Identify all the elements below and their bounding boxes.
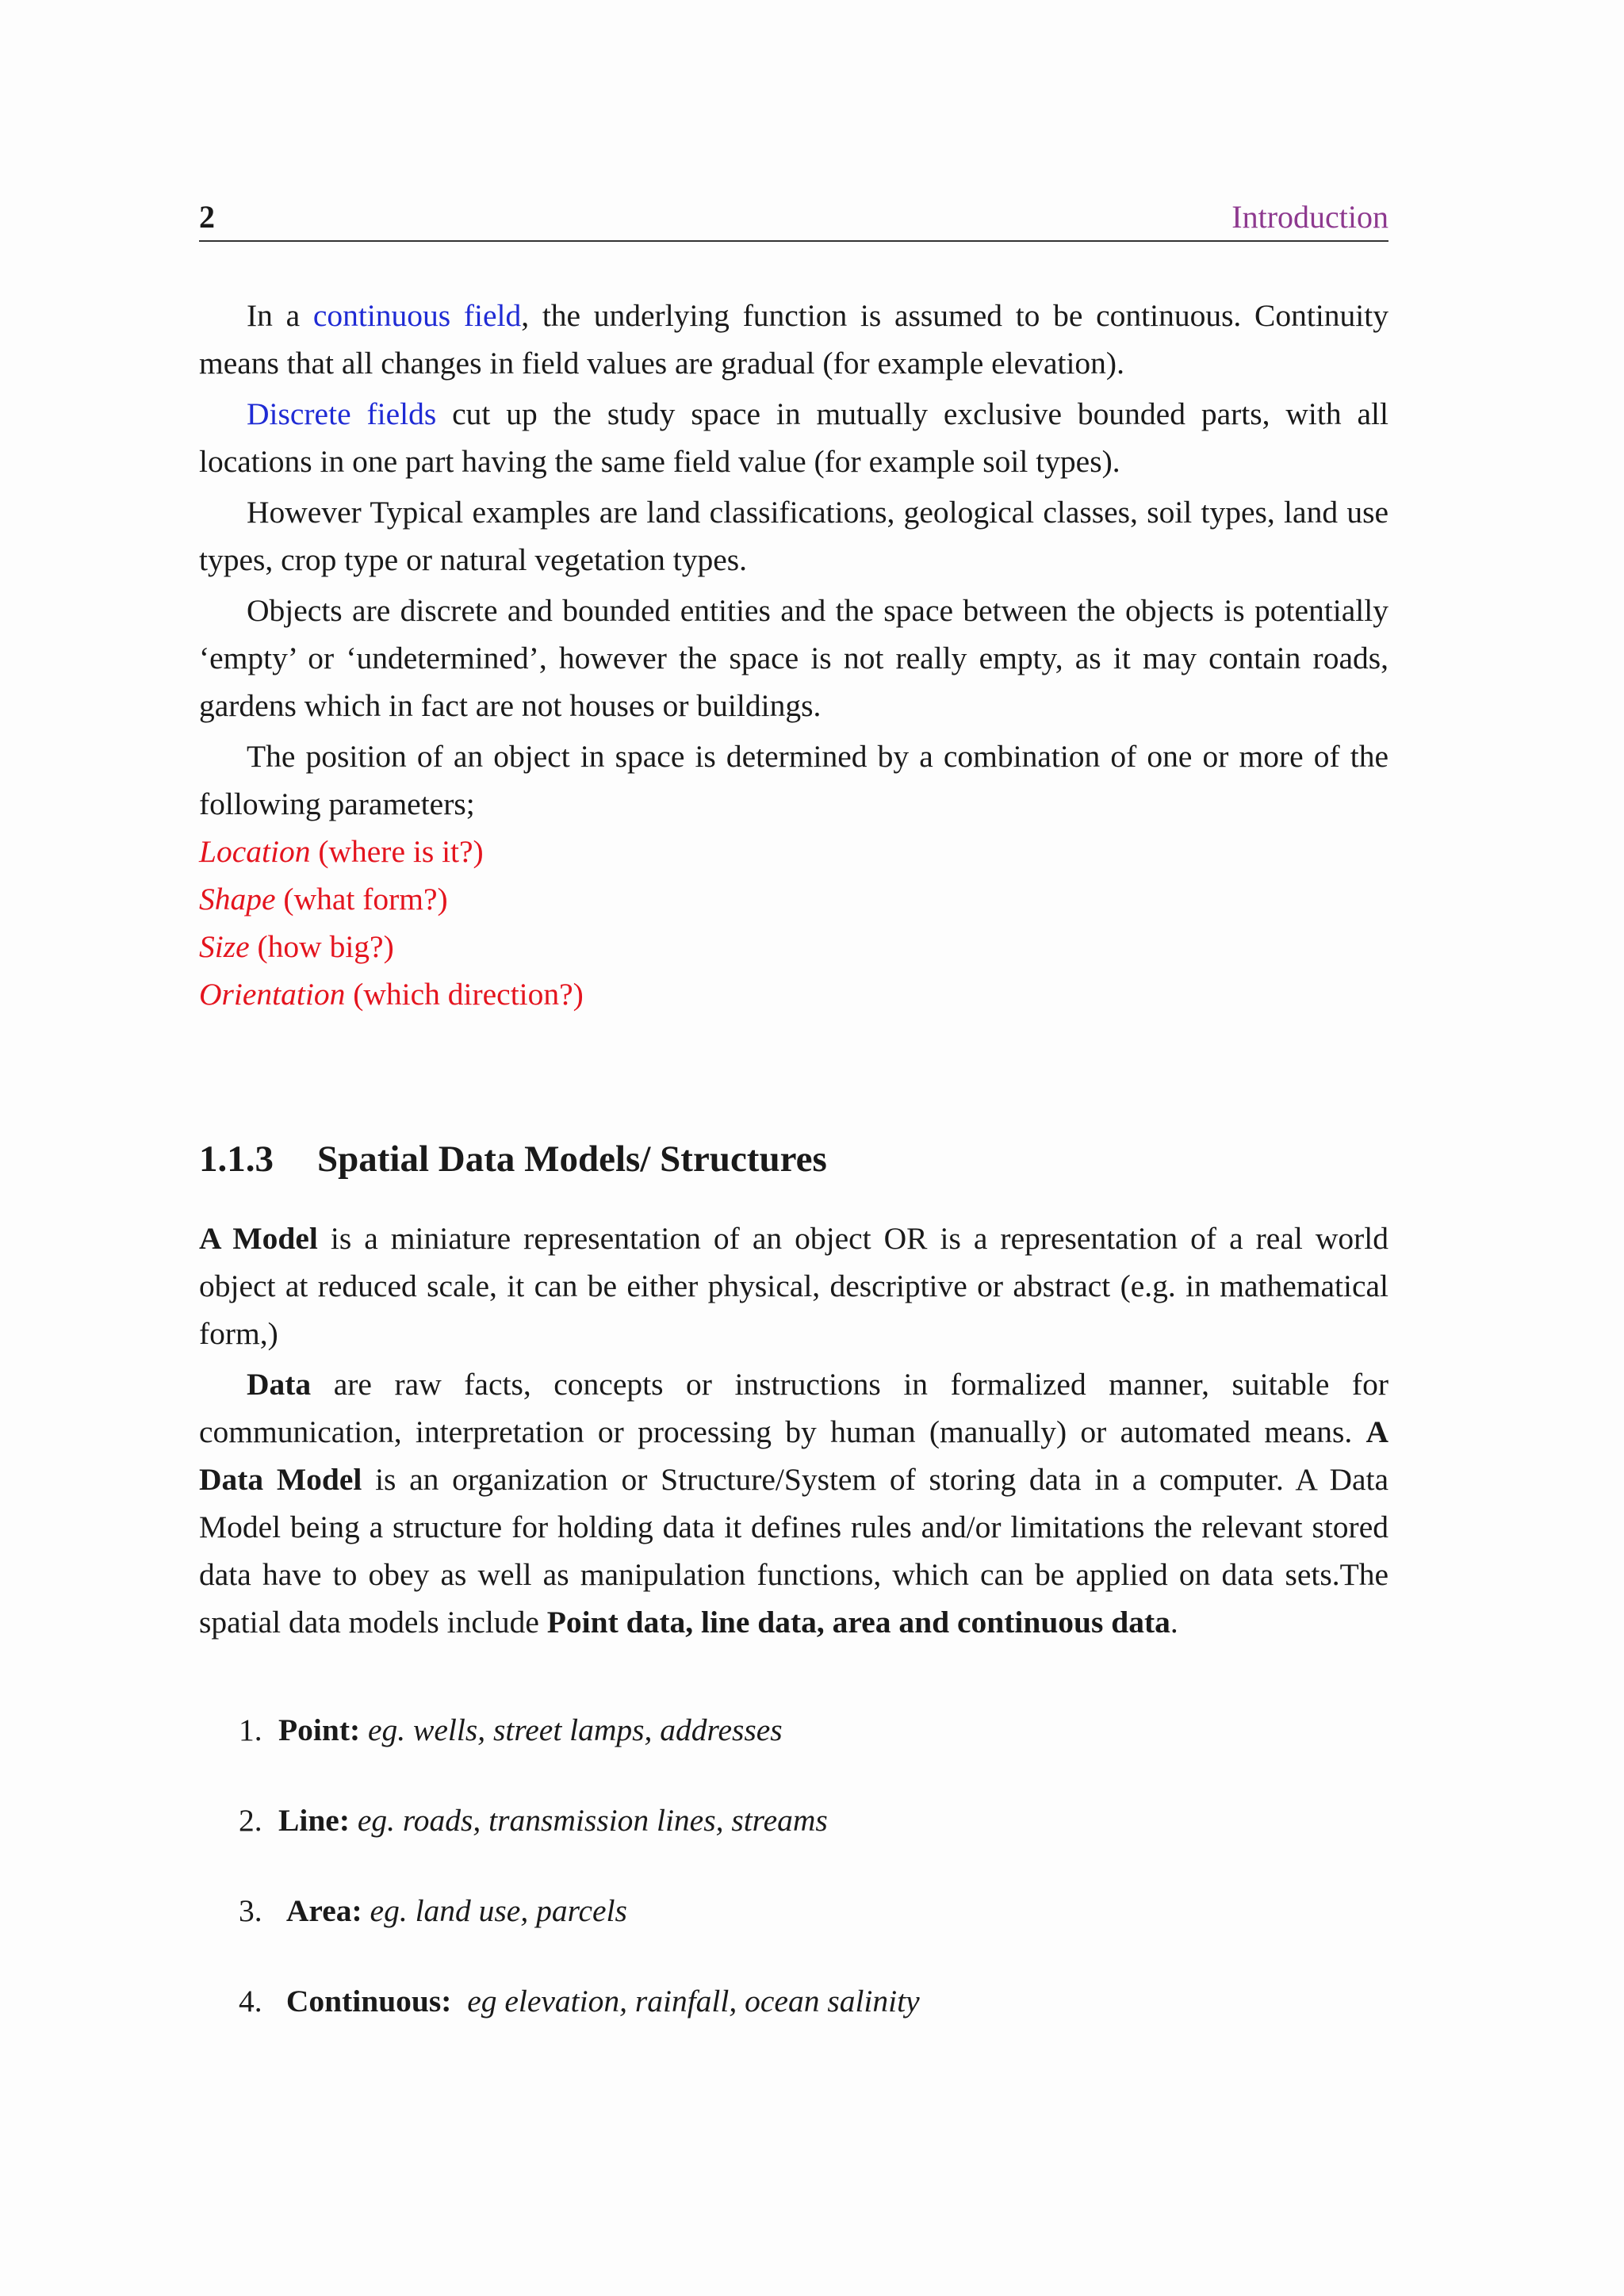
paragraph-model: A Model is a miniature representation of an object OR is a representation of a real world object at reduced scale, it can be either physical, descriptive or abstract (e.g. in mathematical form,): [199, 1221, 1388, 1351]
page-header: [199, 194, 1388, 242]
parameter-shape: Shape (what form?): [199, 882, 448, 916]
parameter-size: Size (how big?): [199, 929, 394, 964]
running-head-link[interactable]: Introduction: [1231, 199, 1388, 235]
parameter-location: Location (where is it?): [199, 834, 484, 869]
paragraph-objects: Objects are discrete and bounded entities and the space between the objects is potentially ‘empty’ or ‘undetermined’, however the space is not really empty, as it may contain roads, gardens which in fact are not houses or buildings.: [199, 593, 1388, 723]
list-item: 4. Continuous: eg elevation, rainfall, ocean salinity: [239, 1984, 920, 2019]
page-number: 2: [199, 199, 215, 235]
paragraph-position: The position of an object in space is determined by a combination of one or more of the following parameters;: [199, 739, 1388, 821]
list-item: 3. Area: eg. land use, parcels: [239, 1893, 627, 1928]
parameter-orientation: Orientation (which direction?): [199, 977, 584, 1012]
body-text: [199, 292, 1388, 2068]
data-model-list: [199, 1706, 1388, 2025]
paragraph-typical-examples: However Typical examples are land classifications, geological classes, soil types, land use types, crop type or natural vegetation types.: [199, 495, 1388, 577]
continuous-field-link[interactable]: continuous field: [312, 298, 522, 333]
section-heading: [199, 1135, 1388, 1183]
list-item: 2. Line: eg. roads, transmission lines, streams: [239, 1803, 828, 1838]
paragraph-discrete-fields: Discrete fields cut up the study space in mutually exclusive bounded parts, with all locations in one part having the same field value (for example soil types).: [199, 396, 1388, 479]
paragraph-data: Data are raw facts, concepts or instructions in formalized manner, suitable for communication, interpretation or processing by human (manually) or automated means. A Data Model is an organization or Structure/System of storing data in a computer. A Data Model being a structure for holding data it defines rules and/or limitations the relevant stored data have to obey as well as manipulation functions, which can be applied on data sets.The spatial data models include Point data, line data, area and continuous data.: [199, 1367, 1389, 1640]
section-title: Spatial Data Models/ Structures: [317, 1138, 827, 1180]
discrete-fields-link[interactable]: Discrete fields: [247, 396, 437, 431]
section-number: 1.1.3: [199, 1138, 274, 1180]
list-item: 1. Point: eg. wells, street lamps, addresses: [239, 1712, 783, 1747]
paragraph-continuous-field: In a continuous field, the underlying function is assumed to be continuous. Continuity means that all changes in field values are gradual (for example elevation).: [199, 298, 1388, 381]
